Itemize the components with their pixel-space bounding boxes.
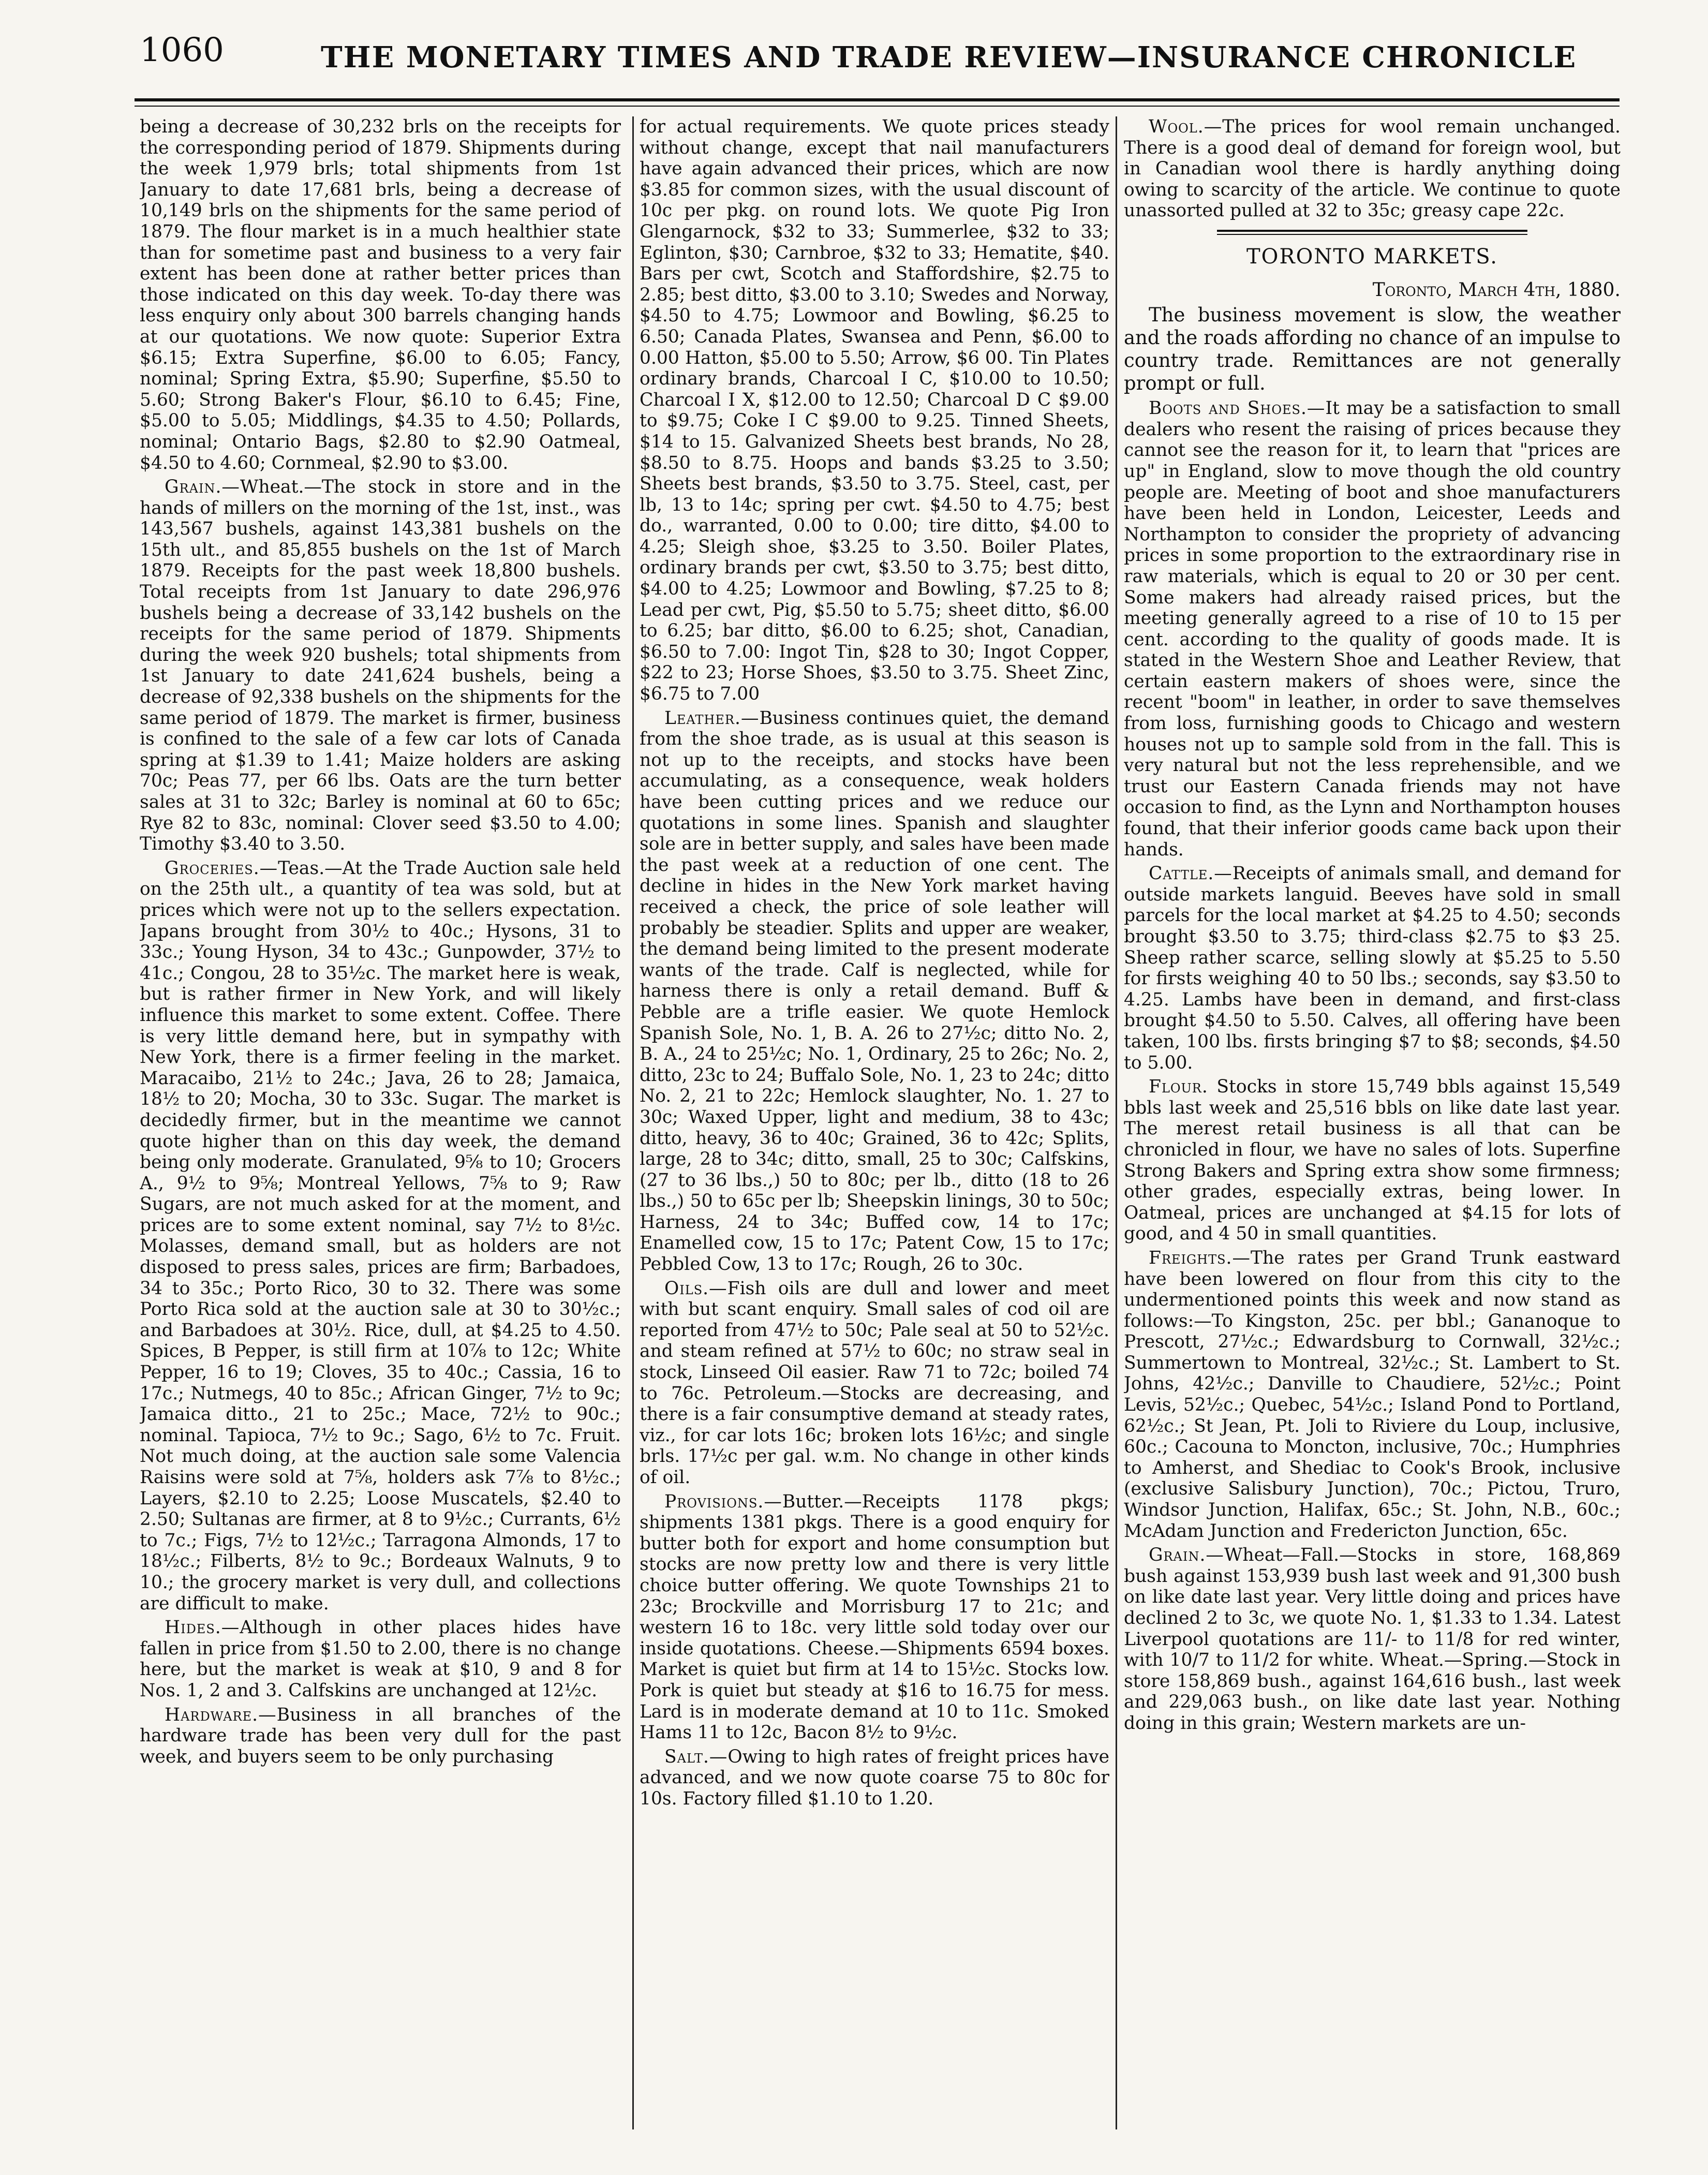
article-boots-shoes [1124, 398, 1621, 860]
column-divider-2 [1116, 116, 1117, 2129]
heading-grain: Grain.— [165, 477, 240, 498]
article-groceries [140, 858, 621, 1614]
text-wool: The prices for wool remain unchanged. There is a good deal of demand for foreign wool, but in Canadian wool there is hardly anything doing owing to scarcity of the article. We continue to quote unassorted pulled at 32 to 35c; greasy cape 22c. [1124, 116, 1621, 221]
article-hides [140, 1617, 621, 1701]
heading-hides: Hides.— [165, 1617, 240, 1638]
text-leather: Business continues quiet, the demand from the shoe trade, as is usual at this season is not up to the receipts, and stocks have been accumulating, as a consequence, weak holders have been cutting prices and we reduce our quotations in some lines. Spanish and slaughter sole are in better supply, and sales have been made the past week at a reduction of one cent. The decline in hides in the New York market having received a check, the price of sole leather will probably be steadier. Splits and upper are weaker, the demand being limited to the present moderate wants of the trade. Calf is neglected, while for harness there is only a retail demand. Buff & Pebble are a trifle easier. We quote Hemlock Spanish Sole, No. 1, B. A. 26 to 27½c; ditto No. 2, B. A., 24 to 25½c; No. 1, Ordinary, 25 to 26c; No. 2, ditto, 23c to 24; Buffalo Sole, No. 1, 23 to 24c; ditto No. 2, 21 to 22c; Hemlock slaughter, No. 1. 27 to 30c; Waxed Upper, light and medium, 38 to 43c; ditto, heavy, 36 to 40c; Grained, 36 to 42c; Splits, large, 28 to 34c; ditto, small, 25 to 30c; Calfskins, (27 to 36 lbs.,) 50 to 80c; per lb., ditto (18 to 26 lbs.,) 50 to 65c per lb; Sheepskin linings, 30 to 50c; Harness, 24 to 34c; Buffed cow, 14 to 17c; Enamelled cow, 15 to 17c; Patent Cow, 15 to 17c; Pebbled Cow, 13 to 17c; Rough, 26 to 30c. [640, 707, 1109, 1275]
section-rule [1217, 230, 1527, 232]
lead-paragraph: The business movement is slow, the weather and the roads affording no chance of an impulse to country trade. Remittances are not generally prompt or full. [1124, 304, 1621, 395]
heading-hardware: Hardware.— [165, 1704, 277, 1725]
article-provisions [640, 1491, 1109, 1743]
text-hides: Although in other places hides have fallen in price from $1.50 to 2.00, there is no change here, but the market is weak at $10, 9 and 8 for Nos. 1, 2 and 3. Calfskins are unchanged at 12½c. [140, 1617, 621, 1701]
heading-groceries: Groceries.— [165, 857, 278, 879]
article-hardware [140, 1705, 621, 1768]
heading-wool: Wool.— [1149, 116, 1223, 137]
article-flour [1124, 1076, 1621, 1245]
heading-freights: Freights.— [1149, 1247, 1251, 1268]
heading-flour: Flour. [1149, 1076, 1208, 1098]
column-2 [640, 116, 1109, 2145]
text-freights: The rates per Grand Trunk eastward have been lowered on flour from this city to the undermentioned points this week and now stand as follows:—To Kingston, 25c. per bbl.; Gananoque to Prescott, 27½c.; Edwardsburg to Cornwall, 32½c.; Summertown to Montreal, 32½c.; St. Lambert to St. Johns, 42½c.; Danville to Chaudiere, 52½c.; Point Levis, 52½c.; Quebec, 54½c.; Island Pond to Portland, 62½c.; St Jean, Pt. Joli to Riviere du Loup, inclusive, 60c.; Cacouna to Moncton, inclusive, 70c.; Humphries to Amherst, and Shediac to Cook's Brook, inclusive (exclusive Salisbury Junction), 70c.; Pictou, Truro, Windsor Junction, Halifax, 65c.; St. John, N.B., 60c.; McAdam Junction and Fredericton Junction, 65c. [1124, 1247, 1621, 1542]
text-oils: Fish oils are dull and lower and meet with but scant enquiry. Small sales of cod oil are reported from 47½ to 50c; Pale seal at 50 to 52½c. and steam refined at 57½ to 60c; no straw seal in stock, Linseed Oil easier. Raw 71 to 72c; boiled 74 to 76c. Petroleum.—Stocks are decreasing, and there is a fair consumptive demand at steady rates, viz., for car lots 16c; broken lots 16½c; and single brls. 17½c per gal. w.m. No change in other kinds of oil. [640, 1278, 1109, 1488]
page-title: THE MONETARY TIMES AND TRADE REVIEW—INSURANCE CHRONICLE [321, 40, 1577, 75]
hardware-continued: for actual requirements. We quote prices steady without change, except that nail manufacturers have again advanced their prices, which are now $3.85 for common sizes, with the usual discount of 10c per pkg. on round lots. We quote Pig Iron Glengarnock, $32 to 33; Summerlee, $32 to 33; Eglinton, $30; Carnbroe, $32 to 33; Hematite, $40. Bars per cwt, Scotch and Staffordshire, $2.75 to 2.85; best ditto, $3.00 to 3.10; Swedes and Norway, $4.50 to 4.75; Lowmoor and Bowling, $6.25 to 6.50; Canada Plates, Swansea and Penn, $6.00 to 0.00 Hatton, $5.00 to 5.50; Arrow, $6 00. Tin Plates ordinary brands, Charcoal I C, $10.00 to 10.50; Charcoal I X, $12.00 to 12.50; Charcoal D C $9.00 to $9.75; Coke I C $9.00 to 9.25. Tinned Sheets, $14 to 15. Galvanized Sheets best brands, No 28, $8.50 to 8.75. Hoops and bands $3.25 to 3.50; Sheets best brands, $3.50 to 3.75. Steel, cast, per lb, 13 to 14c; spring per cwt. $4.50 to 4.75; best do., warranted, 0.00 to 0.00; tire ditto, $4.00 to 4.25; Sleigh shoe, $3.25 to 3.50. Boiler Plates, ordinary brands per cwt, $3.50 to 3.75; best ditto, $4.00 to 4.25; Lowmoor and Bowling, $7.25 to 8; Lead per cwt, Pig, $5.50 to 5.75; sheet ditto, $6.00 to 6.25; bar ditto, $6.00 to 6.25; shot, Canadian, $6.50 to 7.00: Ingot Tin, $28 to 30; Ingot Copper, $22 to 23; Horse Shoes, $3.50 to 3.75. Sheet Zinc, $6.75 to 7.00 [640, 116, 1109, 705]
article-wool [1124, 116, 1621, 221]
heading-grain-toronto: Grain.— [1149, 1545, 1224, 1566]
flour-continued: being a decrease of 30,232 brls on the receipts for the corresponding period of 1879. Shipments during the week 1,979 brls; total shipments from 1st January to date 17,681 brls, being a decrease of 10,149 brls on the shipments for the same period of 1879. The flour market is in a much healthier state than for sometime past and business to a very fair extent has been done at rather better prices than those indicated on this day week. To-day there was less enquiry only about 300 barrels changing hands at our quotations. We now quote: Superior Extra $6.15; Extra Superfine, $6.00 to 6.05; Fancy, nominal; Spring Extra, $5.90; Superfine, $5.50 to 5.60; Strong Baker's Flour, $6.10 to 6.45; Fine, $5.00 to 5.05; Middlings, $4.35 to 4.50; Pollards, nominal; Ontario Bags, $2.80 to $2.90 Oatmeal, $4.50 to 4.60; Cornmeal, $2.90 to $3.00. [140, 116, 621, 474]
section-rule-2 [1217, 234, 1527, 235]
text-salt: Owing to high rates of freight prices have advanced, and we now quote coarse 75 to 80c for 10s. Factory filled $1.10 to 1.20. [640, 1746, 1109, 1809]
toronto-markets-title: TORONTO MARKETS. [1246, 244, 1498, 269]
text-groceries: Teas.—At the Trade Auction sale held on the 25th ult., a quantity of tea was sold, but at prices which were not up to the sellers expectation. Japans brought from 30½ to 40c.; Hysons, 31 to 33c.; Young Hyson, 34 to 43c.; Gunpowder, 37½ to 41c.; Congou, 28 to 35½c. The market here is weak, but is rather firmer in New York, and will likely influence this market to some extent. Coffee. There is very little demand here, but in sympathy with New York, there is a firmer feeling in the market. Maracaibo, 21½ to 24c.; Java, 26 to 28; Jamaica, 18½ to 20; Mocha, 30 to 33c. Sugar. The market is decidedly firmer, but in the meantime we cannot quote higher than on this day week, the demand being only moderate. Granulated, 9⅝ to 10; Grocers A., 9½ to 9⅝; Montreal Yellows, 7⅝ to 9; Raw Sugars, are not much asked for at the moment, and prices are to some extent nominal, say 7½ to 8½c. Molasses, demand small, but as holders are not disposed to press sales, prices are firm; Barbadoes, 34 to 35c.; Porto Rico, 30 to 32. There was some Porto Rica sold at the auction sale at 30 to 30½c.; and Barbadoes at 30½. Rice, dull, at $4.25 to 4.50. Spices, B Pepper, is still firm at 10⅞ to 12c; White Pepper, 16 to 19; Cloves, 35 to 40c.; Cassia, 16 to 17c.; Nutmegs, 40 to 85c.; African Ginger, 7½ to 9c; Jamaica ditto., 21 to 25c.; Mace, 72½ to 90c.; nominal. Tapioca, 7½ to 9c.; Sago, 6½ to 7c. Fruit. Not much doing, at the auction sale some Valencia Raisins were sold at 7⅝, holders ask 7⅞ to 8½c.; Layers, $2.10 to 2.25; Loose Muscatels, $2.40 to 2.50; Sultanas are firmer, at 8 to 9½c.; Currants, 6½ to 7c.; Figs, 7½ to 12½c.; Tarragona Almonds, 17 to 18½c.; Filberts, 8½ to 9c.; Bordeaux Walnuts, 9 to 10.; the grocery market is very dull, and collections are difficult to make. [140, 857, 621, 1614]
header-rule-thick [135, 98, 1620, 101]
text-cattle: Receipts of animals small, and demand for outside markets languid. Beeves have sold in small parcels for the local market at $4.25 to 4.50; seconds brought $3.50 to 3.75; third-class $2.75 to $3 25. Sheep rather scarce, selling slowly at $5.25 to 5.50 for firsts weighing 40 to 50 lbs.; seconds, say $3.50 to 4.25. Lambs have been in demand, and first-class brought $4.50 to 5.50. Calves, all offering have been taken, 100 lbs. firsts bringing $7 to $8; seconds, $4.50 to 5.00. [1124, 863, 1621, 1073]
column-3 [1124, 116, 1621, 2145]
text-grain: Wheat.—The stock in store and in the hands of millers on the morning of the 1st, inst., was 143,567 bushels, against 143,381 bushels on the 15th ult., and 85,855 bushels on the 1st of March 1879. Receipts for the past week 18,800 bushels. Total receipts from 1st January to date 296,976 bushels being a decrease of 33,142 bushels on the receipts for the same period of 1879. Shipments during the week 920 bushels; total shipments from 1st January to date 241,624 bushels, being a decrease of 92,338 bushels on the shipments for the same period of 1879. The market is firmer, business is confined to the sale of a few car lots of Canada spring at $1.39 to 1.41; Maize holders are asking 70c; Peas 77, per 66 lbs. Oats are the turn better sales at 31 to 32c; Barley is nominal at 60 to 65c; Rye 82 to 83c, nominal: Clover seed $3.50 to 4.00; Timothy $3.40 to 3.50. [140, 477, 621, 855]
text-boots-shoes: It may be a satisfaction to small dealers who resent the raising of prices because they cannot see the reason for it, to learn that "prices are up" in England, slow to move though the old country people are. Meeting of boot and shoe manufacturers have been held in London, Leicester, Leeds and Northampton to consider the propriety of advancing prices in some proportion to the extraordinary rise in raw materials, which is equal to 20 or 30 per cent. Some makers had already raised prices, but the meeting generally agreed to a rise of 10 to 15 per cent. according to the quality of goods made. It is stated in the Western Shoe and Leather Review, that certain eastern makers of shoes were, since the recent "boom" in leather, in order to save themselves from loss, furnishing goods to Chicago and western houses not up to sample sold from in the fall. This is very natural but not the less reprehensible, and we trust our Eastern Canada friends may not have occasion to find, as the Lynn and Northampton houses found, that their inferior goods came back upon their hands. [1124, 398, 1621, 860]
article-grain [140, 477, 621, 855]
text-grain-toronto: Wheat—Fall.—Stocks in store, 168,869 bush against 153,939 bush last week and 91,300 bush on like date last year. Very little doing and prices have declined 2 to 3c, we quote No. 1, $1.33 to 1.34. Latest Liverpool quotations are 11/- to 11/8 for red winter, with 10/7 to 11/2 for white. Wheat.—Spring.—Stock in store 158,869 bush., against 164,616 bush., last week and 229,063 bush., on like date last year. Nothing doing in this grain; Western markets are un- [1124, 1545, 1621, 1734]
article-grain-toronto [1124, 1545, 1621, 1734]
page-number: 1060 [140, 31, 224, 69]
text-flour: Stocks in store 15,749 bbls against 15,549 bbls last week and 25,516 bbls on like date last year. The merest retail business is all that can be chronicled in flour, we have no sales of lots. Superfine Strong Bakers and Spring extra show some firmness; other grades, especially extras, being lower. In Oatmeal, prices are unchanged at $4.15 for lots of good, and 4 50 in small quantities. [1124, 1076, 1621, 1245]
column-1 [140, 116, 621, 2145]
article-freights [1124, 1248, 1621, 1542]
heading-oils: Oils.— [664, 1278, 727, 1299]
column-divider-1 [632, 116, 634, 2129]
header-rule-thin [135, 106, 1620, 107]
article-salt [640, 1747, 1109, 1810]
text-provisions: Butter.—Receipts 1178 pkgs; shipments 1381 pkgs. There is a good enquiry for butter both for export and home consumption but stocks are now pretty low and there is very little choice butter offering. We quote Townships 21 to 23c; Brockville and Morrisburg 17 to 21c; and western 16 to 18c. very little sold today over our inside quotations. Cheese.—Shipments 6594 boxes. Market is quiet but firm at 14 to 15½c. Stocks low. Pork is quiet but steady at $16 to 16.75 for mess. Lard is in moderate demand at 10 to 11c. Smoked Hams 11 to 12c, Bacon 8½ to 9½c. [640, 1491, 1109, 1743]
heading-leather: Leather.— [664, 707, 760, 729]
heading-salt: Salt.— [664, 1746, 728, 1767]
heading-boots-shoes: Boots and Shoes.— [1149, 398, 1326, 419]
article-cattle [1124, 863, 1621, 1073]
heading-cattle: Cattle.— [1149, 863, 1232, 884]
article-leather [640, 708, 1109, 1275]
text-hardware: Business in all branches of the hardware trade has been very dull for the past week, and buyers seem to be only purchasing [140, 1704, 621, 1767]
dateline: Toronto, March 4th, 1880. [1372, 279, 1621, 301]
article-oils [640, 1278, 1109, 1488]
heading-provisions: Provisions.— [664, 1491, 782, 1512]
